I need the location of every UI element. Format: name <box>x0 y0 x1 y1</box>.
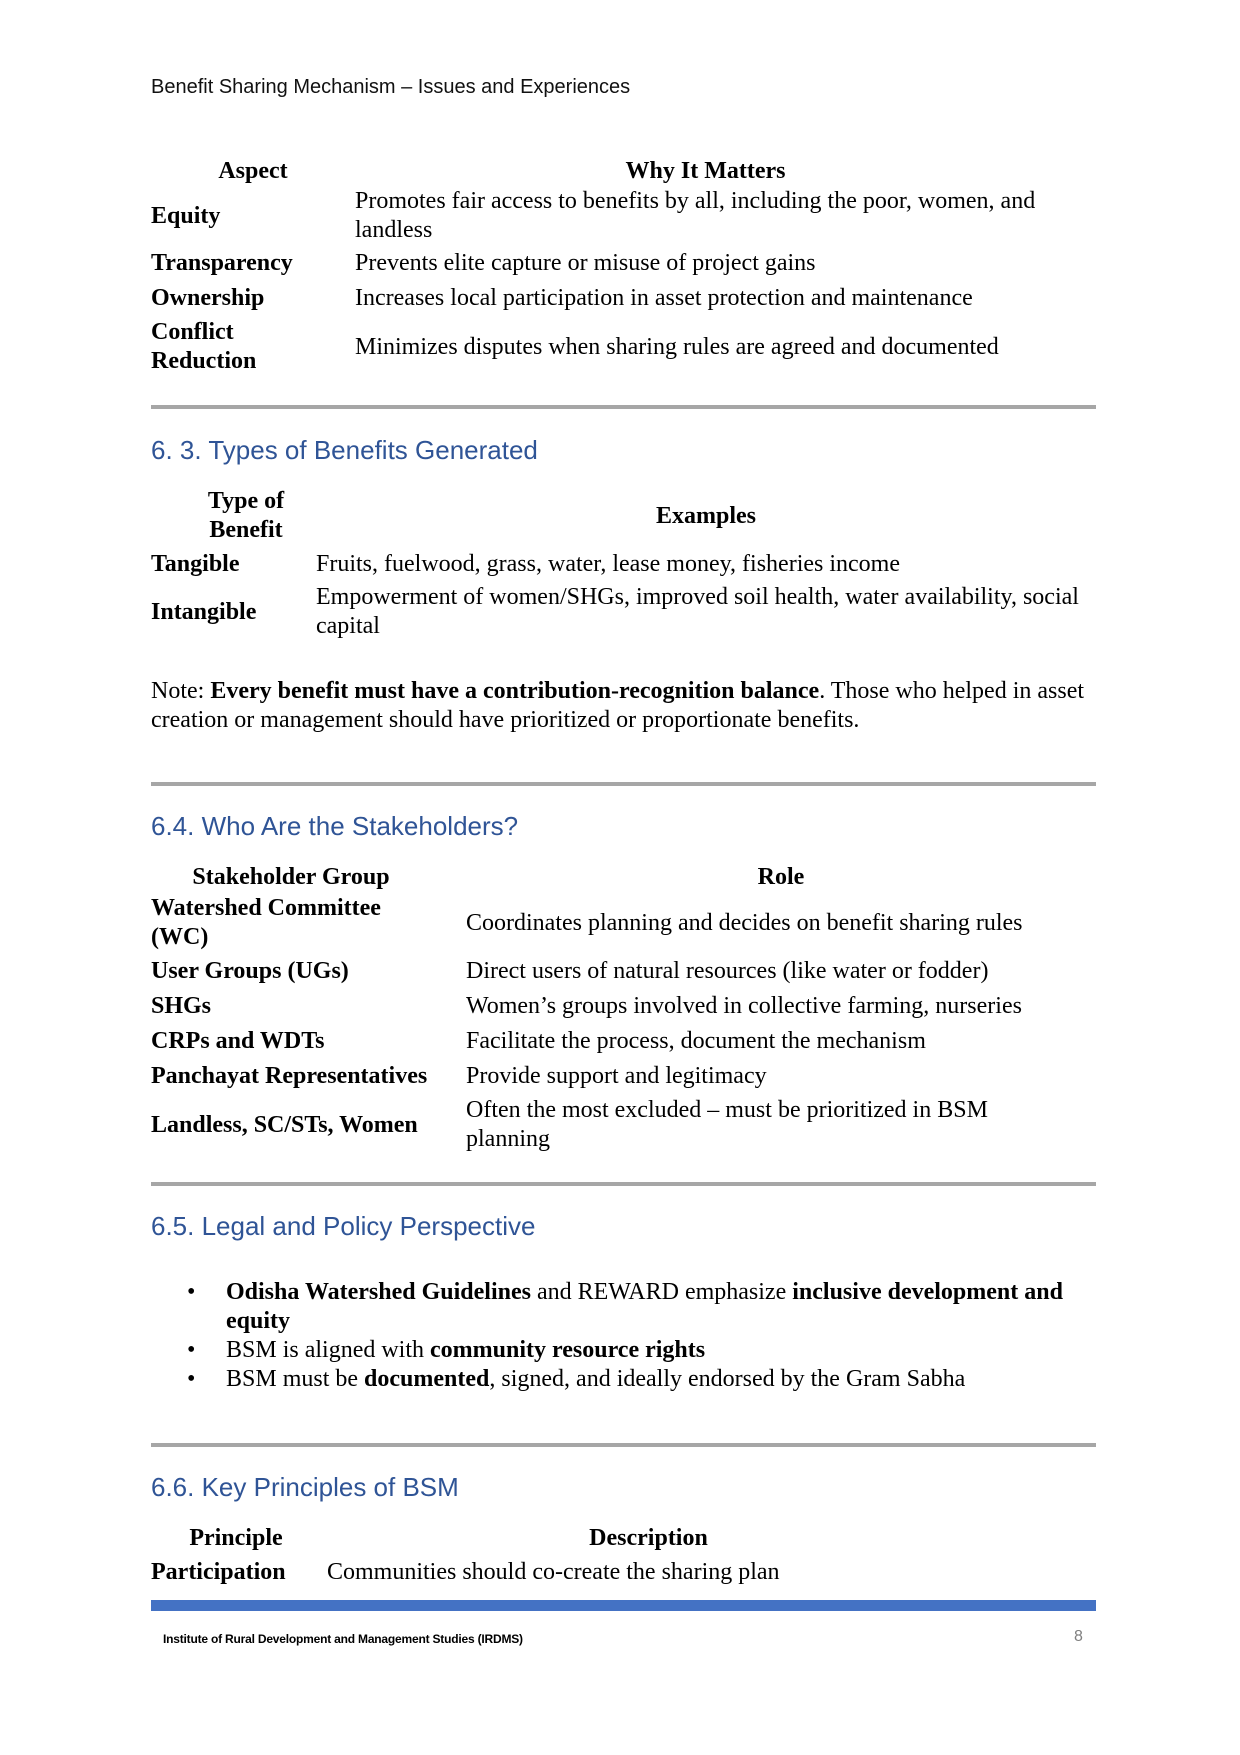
table-header-row <box>151 485 1096 547</box>
section-heading: 6.4. Who Are the Stakeholders? <box>151 811 519 841</box>
bullet-icon: • <box>187 1366 196 1392</box>
why-cell: Prevents elite capture or misuse of project gains <box>355 250 816 276</box>
type-cell: Intangible <box>151 598 257 625</box>
table-row <box>151 1555 1096 1590</box>
table-row <box>151 316 1096 378</box>
stakeholders-table <box>151 862 1096 1156</box>
column-header: Aspect <box>218 157 288 184</box>
table-row <box>151 547 1096 582</box>
role-cell: Direct users of natural resources (like water or fodder) <box>466 958 989 984</box>
aspect-cell: Equity <box>151 202 221 229</box>
examples-cell: Fruits, fuelwood, grass, water, lease money, fisheries income <box>316 551 900 577</box>
table-row <box>151 989 1096 1024</box>
column-header: Why It Matters <box>625 157 786 184</box>
column-header: Principle <box>189 1525 283 1551</box>
footer-bar <box>151 1600 1096 1611</box>
column-header: Role <box>757 863 805 890</box>
page-number: 8 <box>1074 1628 1083 1645</box>
section-heading: 6.6. Key Principles of BSM <box>151 1472 459 1502</box>
why-cell: Promotes fair access to benefits by all, including the poor, women, and landless <box>355 188 1036 243</box>
why-cell: Minimizes disputes when sharing rules are agreed and documented <box>355 333 999 360</box>
horizontal-rule <box>151 405 1096 409</box>
column-header: Examples <box>655 502 756 529</box>
list-item: • BSM is aligned with community resource rights <box>187 1337 706 1363</box>
examples-cell: Empowerment of women/SHGs, improved soil health, water availability, social capital <box>316 584 1079 639</box>
table-row <box>151 281 1096 316</box>
principle-cell: Participation <box>151 1559 286 1585</box>
role-cell: Often the most excluded – must be prioritized in BSM planning <box>466 1097 988 1152</box>
list-item: • Odisha Watershed Guidelines and REWARD emphasize inclusive development and equity <box>187 1279 1063 1334</box>
column-header: Description <box>589 1525 708 1551</box>
why-cell: Increases local participation in asset protection and maintenance <box>355 285 973 311</box>
group-cell: Panchayat Representatives <box>151 1063 428 1089</box>
section-heading: 6. 3. Types of Benefits Generated <box>151 435 538 465</box>
table-header-row <box>151 862 1096 892</box>
benefits-table <box>151 485 1096 642</box>
role-cell: Women’s groups involved in collective farming, nurseries <box>466 993 1022 1019</box>
note-paragraph: Note: Every benefit must have a contribution-recognition balance. Those who helped in asset creation or management should have prioritized or proportionate benefits. <box>151 678 1085 733</box>
group-cell: Landless, SC/STs, Women <box>151 1111 418 1138</box>
note-emphasis: Every benefit must have a contribution-recognition balance <box>210 678 820 704</box>
table-row <box>151 1094 1096 1156</box>
column-header: Stakeholder Group <box>192 863 390 890</box>
group-cell: CRPs and WDTs <box>151 1028 325 1054</box>
principles-table <box>151 1522 1096 1590</box>
table-header-row <box>151 156 1096 186</box>
group-cell: User Groups (UGs) <box>151 958 349 984</box>
group-cell: Watershed Committee (WC) <box>151 895 381 950</box>
aspect-cell: Transparency <box>151 250 293 276</box>
table-row <box>151 954 1096 989</box>
bullet-icon: • <box>187 1337 196 1363</box>
description-cell: Communities should co-create the sharing plan <box>327 1559 780 1585</box>
table-row <box>151 582 1096 642</box>
table-row <box>151 1024 1096 1059</box>
group-cell: SHGs <box>151 993 212 1019</box>
bullet-icon: • <box>187 1279 196 1305</box>
type-cell: Tangible <box>151 551 240 577</box>
horizontal-rule <box>151 1182 1096 1186</box>
horizontal-rule <box>151 782 1096 786</box>
table-row <box>151 1059 1096 1094</box>
aspect-cell: Conflict Reduction <box>151 319 257 374</box>
running-header: Benefit Sharing Mechanism – Issues and Experiences <box>151 76 631 98</box>
table-header-row <box>151 1522 1096 1555</box>
table-row <box>151 246 1096 281</box>
column-header: Type of Benefit <box>207 488 285 543</box>
list-item: • BSM must be documented, signed, and ideally endorsed by the Gram Sabha <box>187 1366 966 1392</box>
aspect-cell: Ownership <box>151 285 265 311</box>
footer-institute: Institute of Rural Development and Management Studies (IRDMS) <box>163 1632 523 1646</box>
role-cell: Facilitate the process, document the mechanism <box>466 1028 926 1054</box>
horizontal-rule <box>151 1443 1096 1447</box>
table-row <box>151 892 1096 954</box>
section-heading: 6.5. Legal and Policy Perspective <box>151 1211 536 1241</box>
policy-bullet-list <box>151 1278 1096 1394</box>
role-cell: Provide support and legitimacy <box>466 1063 767 1089</box>
aspect-table <box>151 156 1096 378</box>
role-cell: Coordinates planning and decides on benefit sharing rules <box>466 909 1023 936</box>
table-row <box>151 186 1096 246</box>
